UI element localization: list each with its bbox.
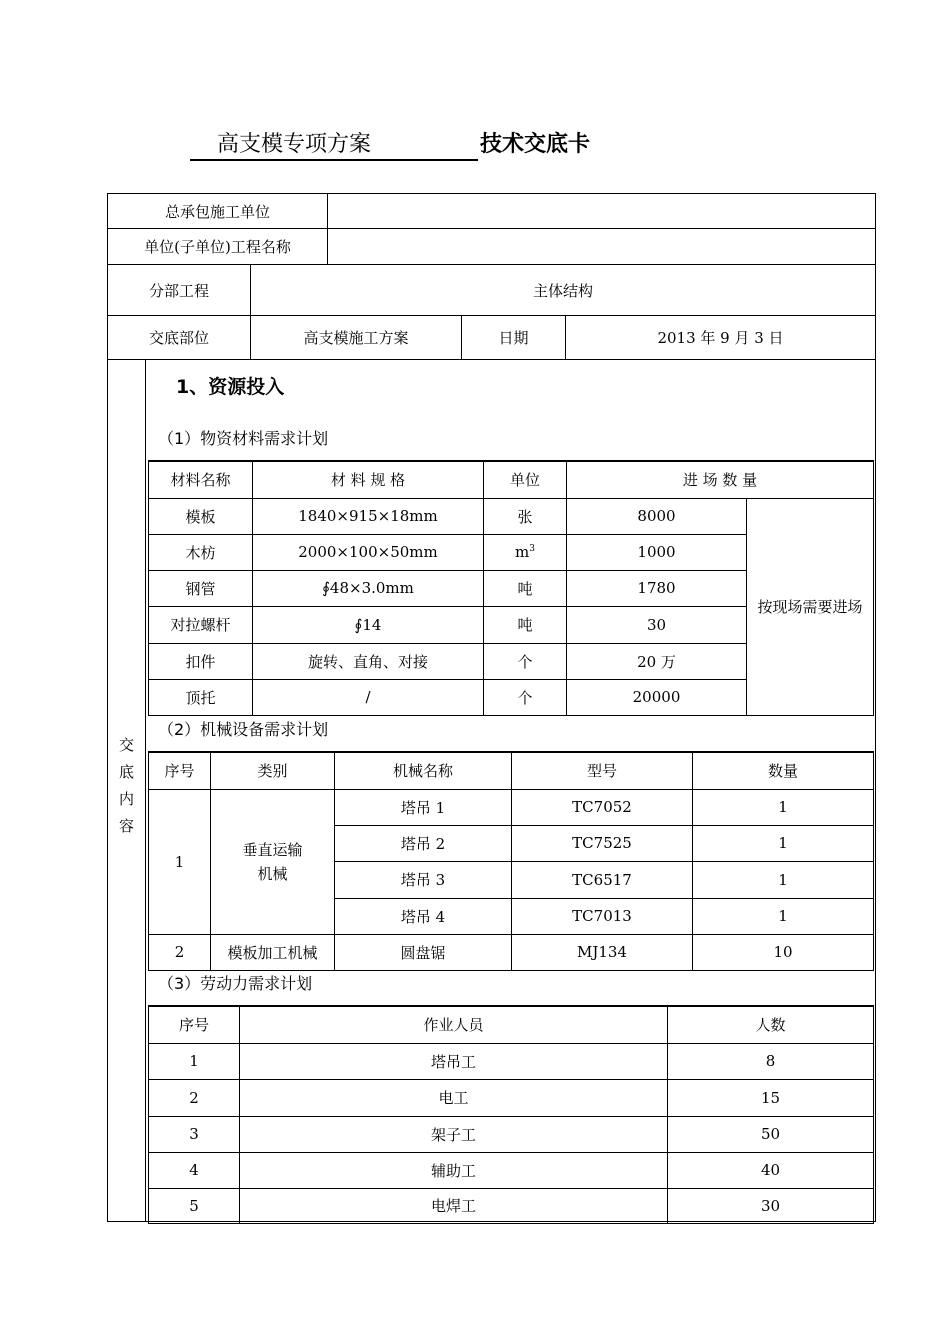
title-project-name: 高支模专项方案 <box>216 132 371 157</box>
location-label: 交底部位 <box>148 329 209 347</box>
group-no: 1 <box>149 789 211 934</box>
header-labor-count: 人数 <box>668 1006 874 1043</box>
header-labor-role: 作业人员 <box>240 1006 668 1043</box>
material-qty: 20 万 <box>567 643 747 679</box>
machine-name: 圆盘锯 <box>335 934 512 970</box>
project-name-label: 单位(子单位)工程名称 <box>144 238 291 256</box>
contractor-label: 总承包施工单位 <box>164 202 270 221</box>
labor-count: 8 <box>668 1043 874 1079</box>
table-row: 钢管 <box>149 570 253 606</box>
machines-plan-title: （2）机械设备需求计划 <box>158 720 329 739</box>
machine-category: 模板加工机械 <box>211 934 335 970</box>
material-qty: 20000 <box>567 679 747 715</box>
labor-count: 30 <box>668 1188 874 1223</box>
material-note: 按现场需要进场 <box>747 498 874 715</box>
unit-superscript: 3 <box>529 544 535 554</box>
table-row: 2 <box>149 934 211 970</box>
table-row: 塔吊 3 <box>335 861 512 898</box>
header-model: 型号 <box>512 752 693 789</box>
machine-model: TC7013 <box>512 898 693 934</box>
material-unit: 个 <box>484 643 567 679</box>
content-side-label <box>108 359 146 1222</box>
header-quantity: 进 场 数 量 <box>567 461 874 498</box>
table-row: 扣件 <box>149 643 253 679</box>
machine-model: TC6517 <box>512 861 693 898</box>
table-row: 塔吊 4 <box>335 898 512 934</box>
machine-qty: 1 <box>693 861 874 898</box>
labor-role: 电焊工 <box>240 1188 668 1223</box>
table-row: 对拉螺杆 <box>149 606 253 643</box>
table-row: 木枋 <box>149 534 253 570</box>
division-value: 主体结构 <box>532 281 593 300</box>
labor-count: 15 <box>668 1079 874 1116</box>
machine-qty: 10 <box>693 934 874 970</box>
machines-table <box>148 751 874 971</box>
contractor-value[interactable] <box>328 194 875 228</box>
project-name-value[interactable] <box>328 229 875 264</box>
table-row: 2 <box>149 1079 240 1116</box>
table-row: 1 <box>149 1043 240 1079</box>
location-value: 高支模施工方案 <box>303 329 409 347</box>
labor-role: 辅助工 <box>240 1152 668 1188</box>
header-machine-qty: 数量 <box>693 752 874 789</box>
machine-qty: 1 <box>693 789 874 825</box>
title-suffix: 技术交底卡 <box>480 132 591 157</box>
labor-count: 50 <box>668 1116 874 1152</box>
header-material-name: 材料名称 <box>149 461 253 498</box>
labor-role: 电工 <box>240 1079 668 1116</box>
section-heading: 1、资源投入 <box>176 376 285 398</box>
materials-plan-title: （1）物资材料需求计划 <box>158 429 329 448</box>
machine-model: MJ134 <box>512 934 693 970</box>
material-spec: 2000×100×50mm <box>253 534 484 570</box>
labor-plan-title: （3）劳动力需求计划 <box>158 974 313 993</box>
header-machine-name: 机械名称 <box>335 752 512 789</box>
content-label-text: 交底内容 <box>117 736 135 845</box>
document-title <box>0 128 950 164</box>
labor-count: 40 <box>668 1152 874 1188</box>
material-spec: ∮14 <box>253 606 484 643</box>
table-row: 塔吊 1 <box>335 789 512 825</box>
labor-role: 架子工 <box>240 1116 668 1152</box>
machine-model: TC7525 <box>512 825 693 861</box>
unit-base: m <box>515 543 530 561</box>
labor-table <box>148 1005 874 1224</box>
material-qty: 30 <box>567 606 747 643</box>
title-underlined <box>190 131 478 161</box>
date-value: 2013 年 9 月 3 日 <box>657 329 784 347</box>
division-label: 分部工程 <box>148 281 209 300</box>
materials-table <box>148 460 874 716</box>
header-unit: 单位 <box>484 461 567 498</box>
material-unit: 吨 <box>484 606 567 643</box>
date-label: 日期 <box>498 329 529 347</box>
material-spec: 1840×915×18mm <box>253 498 484 534</box>
table-row: 塔吊 2 <box>335 825 512 861</box>
machine-model: TC7052 <box>512 789 693 825</box>
machine-qty: 1 <box>693 898 874 934</box>
header-material-spec: 材 料 规 格 <box>253 461 484 498</box>
material-unit: 张 <box>484 498 567 534</box>
header-category: 类别 <box>211 752 335 789</box>
group-category: 垂直运输机械 <box>211 789 335 934</box>
table-row: 顶托 <box>149 679 253 715</box>
material-unit: 个 <box>484 679 567 715</box>
material-unit <box>484 534 567 570</box>
material-spec: / <box>253 679 484 715</box>
header-no: 序号 <box>149 752 211 789</box>
header-labor-no: 序号 <box>149 1006 240 1043</box>
material-spec: ∮48×3.0mm <box>253 570 484 606</box>
material-spec: 旋转、直角、对接 <box>253 643 484 679</box>
material-unit: 吨 <box>484 570 567 606</box>
material-qty: 1000 <box>567 534 747 570</box>
material-qty: 1780 <box>567 570 747 606</box>
table-row: 5 <box>149 1188 240 1223</box>
table-row: 3 <box>149 1116 240 1152</box>
material-qty: 8000 <box>567 498 747 534</box>
labor-role: 塔吊工 <box>240 1043 668 1079</box>
machine-qty: 1 <box>693 825 874 861</box>
table-row: 模板 <box>149 498 253 534</box>
table-row: 4 <box>149 1152 240 1188</box>
